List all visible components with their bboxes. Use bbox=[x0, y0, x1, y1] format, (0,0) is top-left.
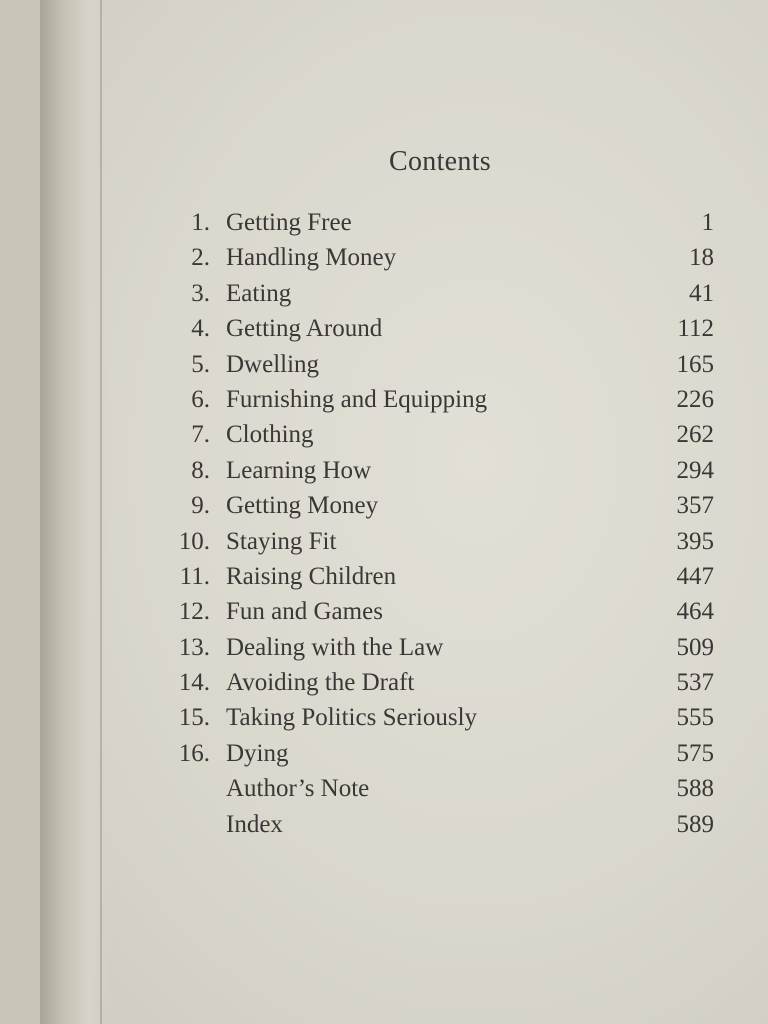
contents-heading: Contents bbox=[389, 146, 491, 177]
chapter-number: 8. bbox=[191, 456, 210, 484]
toc-entry bbox=[150, 311, 730, 346]
chapter-title: Getting Free bbox=[226, 209, 352, 236]
page-number: 41 bbox=[689, 279, 714, 307]
page-number: 555 bbox=[676, 704, 714, 732]
toc-entry bbox=[150, 347, 730, 382]
toc-entry bbox=[150, 276, 730, 311]
chapter-title: Dealing with the Law bbox=[226, 633, 444, 661]
toc-entry bbox=[150, 807, 730, 842]
chapter-title: Staying Fit bbox=[226, 527, 337, 555]
page-number: 357 bbox=[676, 492, 714, 520]
toc-entry bbox=[150, 630, 730, 665]
page-number: 537 bbox=[676, 669, 714, 697]
chapter-title: Dwelling bbox=[226, 350, 320, 378]
chapter-title: Avoiding the Draft bbox=[226, 669, 415, 697]
chapter-number: 13. bbox=[178, 633, 210, 661]
page-number: 447 bbox=[676, 562, 714, 590]
page-number: 18 bbox=[689, 244, 714, 272]
chapter-title: Dying bbox=[226, 739, 289, 767]
chapter-number: 1. bbox=[191, 209, 210, 236]
toc-entry bbox=[150, 205, 730, 240]
toc-entry bbox=[150, 382, 730, 417]
chapter-number: 5. bbox=[191, 350, 210, 378]
chapter-number: 12. bbox=[178, 598, 210, 626]
chapter-number: 11. bbox=[179, 562, 210, 590]
page-number: 588 bbox=[676, 775, 714, 803]
chapter-title: Clothing bbox=[226, 421, 314, 449]
chapter-number: 3. bbox=[191, 279, 210, 307]
toc-entry bbox=[150, 700, 730, 735]
chapter-title: Eating bbox=[226, 279, 292, 307]
page-number: 112 bbox=[677, 315, 714, 343]
toc-entry bbox=[150, 559, 730, 594]
chapter-number: 9. bbox=[191, 492, 210, 520]
chapter-title: Raising Children bbox=[226, 562, 397, 590]
chapter-title: Getting Money bbox=[226, 492, 379, 520]
toc-entry bbox=[150, 665, 730, 700]
chapter-title: Getting Around bbox=[226, 315, 383, 343]
chapter-title: Fun and Games bbox=[226, 598, 383, 626]
toc-entry bbox=[150, 594, 730, 629]
page-number: 165 bbox=[676, 350, 714, 378]
table-of-contents bbox=[150, 205, 730, 842]
section-title: Index bbox=[226, 810, 283, 838]
chapter-title: Learning How bbox=[226, 456, 372, 484]
chapter-number: 2. bbox=[191, 244, 210, 272]
chapter-number: 4. bbox=[191, 315, 210, 343]
chapter-number: 15. bbox=[178, 704, 210, 732]
page-number: 589 bbox=[676, 810, 714, 838]
page-number: 226 bbox=[676, 385, 714, 413]
page-number: 575 bbox=[676, 739, 714, 767]
page-number: 262 bbox=[676, 421, 714, 449]
chapter-number: 16. bbox=[178, 739, 210, 767]
chapter-number: 10. bbox=[178, 527, 210, 555]
page-number: 294 bbox=[676, 456, 714, 484]
book-page bbox=[40, 0, 768, 1024]
page-number: 464 bbox=[676, 598, 714, 626]
toc-entry bbox=[150, 417, 730, 452]
toc-entry bbox=[150, 524, 730, 559]
chapter-number: 6. bbox=[191, 385, 210, 413]
section-title: Author’s Note bbox=[226, 775, 370, 803]
spine-fold bbox=[100, 0, 102, 1024]
page-number: 509 bbox=[676, 633, 714, 661]
toc-entry bbox=[150, 453, 730, 488]
chapter-title: Taking Politics Seriously bbox=[226, 704, 478, 732]
chapter-number: 14. bbox=[178, 669, 210, 697]
toc-entry bbox=[150, 240, 730, 275]
chapter-title: Handling Money bbox=[226, 244, 397, 272]
chapter-title: Furnishing and Equipping bbox=[226, 385, 488, 413]
page-number: 1 bbox=[701, 209, 714, 236]
toc-entry bbox=[150, 736, 730, 771]
toc-entry bbox=[150, 771, 730, 806]
chapter-number: 7. bbox=[191, 421, 210, 449]
page-number: 395 bbox=[676, 527, 714, 555]
toc-entry bbox=[150, 488, 730, 523]
